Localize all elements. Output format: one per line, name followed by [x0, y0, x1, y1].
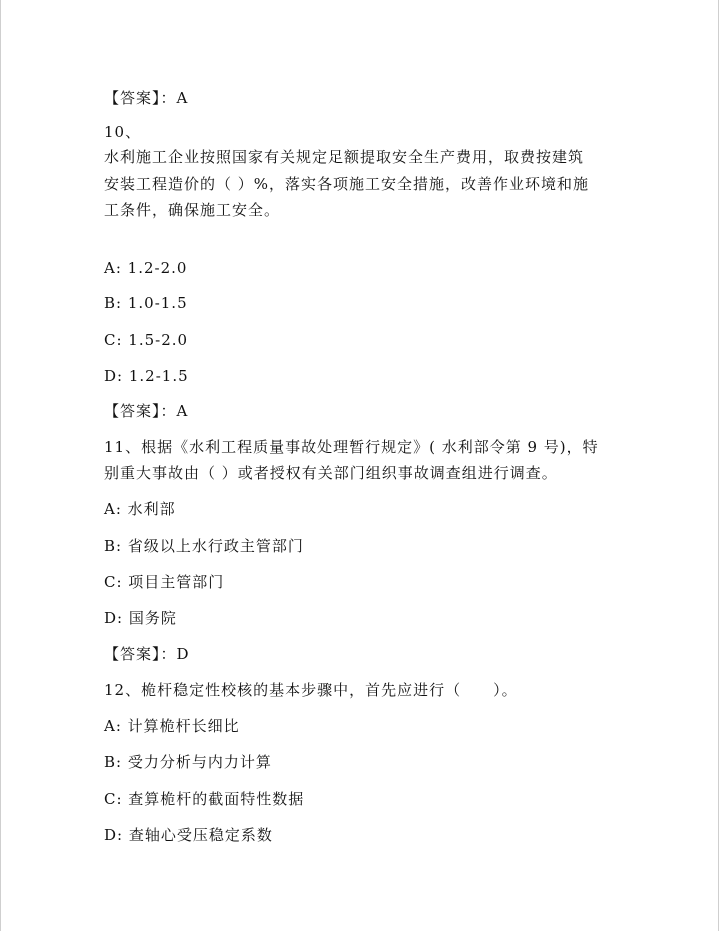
q12-option-b: B: 受力分析与内力计算 [104, 753, 272, 771]
q10-option-c: C: 1.5-2.0 [104, 331, 189, 349]
q10-answer: 【答案】：A [104, 402, 189, 420]
q12-option-d: D: 查轴心受压稳定系数 [104, 826, 273, 844]
q12-option-a: A: 计算桅杆长细比 [104, 717, 240, 735]
q11-option-a: A: 水利部 [104, 500, 176, 518]
q10-stem-line-3: 工条件，确保施工安全。 [104, 201, 281, 219]
q11-option-b: B: 省级以上水行政主管部门 [104, 537, 304, 555]
q10-stem-line-2: 安装工程造价的（ ）%，落实各项施工安全措施，改善作业环境和施 [104, 175, 590, 193]
q11-stem-line-2: 别重大事故由（ ）或者授权有关部门组织事故调查组进行调查。 [104, 464, 558, 482]
q12-option-c: C: 查算桅杆的截面特性数据 [104, 790, 305, 808]
q11-answer: 【答案】：D [104, 645, 190, 663]
q11-stem-line-1: 11、根据《水利工程质量事故处理暂行规定》( 水利部令第 9 号)，特 [104, 438, 599, 456]
q11-option-d: D: 国务院 [104, 609, 177, 627]
q10-option-b: B: 1.0-1.5 [104, 294, 188, 312]
q10-stem-line-1: 水利施工企业按照国家有关规定足额提取安全生产费用，取费按建筑 [104, 148, 585, 166]
q10-number: 10、 [104, 123, 142, 141]
q10-option-a: A: 1.2-2.0 [104, 259, 188, 277]
q9-answer: 【答案】：A [104, 89, 189, 107]
q12-stem-line-1: 12、桅杆稳定性校核的基本步骤中，首先应进行（ ）。 [104, 681, 518, 699]
q10-option-d: D: 1.2-1.5 [104, 367, 189, 385]
q11-option-c: C: 项目主管部门 [104, 573, 225, 591]
